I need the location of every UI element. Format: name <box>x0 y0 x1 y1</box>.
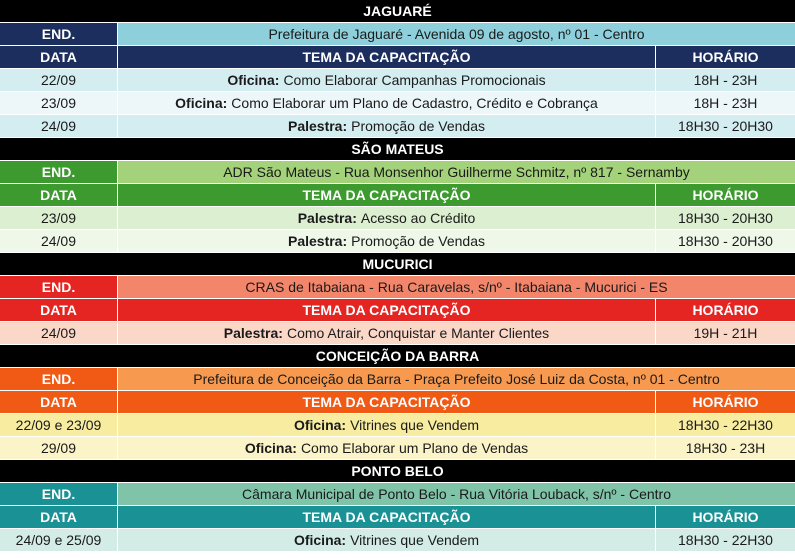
table-row <box>0 230 795 253</box>
row-type: Oficina: <box>244 440 297 456</box>
header-time: HORÁRIO <box>656 299 795 321</box>
table-row <box>0 115 795 138</box>
row-time: 18H30 - 22H30 <box>656 529 795 551</box>
address-row <box>0 161 795 184</box>
row-time: 18H30 - 20H30 <box>656 230 795 252</box>
city-name: JAGUARÉ <box>363 3 432 19</box>
row-date: 24/09 e 25/09 <box>0 529 118 551</box>
row-date: 29/09 <box>0 437 118 459</box>
city-name: SÃO MATEUS <box>351 141 444 157</box>
address-row <box>0 368 795 391</box>
header-time: HORÁRIO <box>656 391 795 413</box>
table-row <box>0 529 795 552</box>
address-value: Prefeitura de Jaguaré - Avenida 09 de agosto, nº 01 - Centro <box>118 23 795 45</box>
city-name: MUCURICI <box>362 256 433 272</box>
row-type: Palestra: <box>287 233 348 249</box>
address-label: END. <box>0 23 118 45</box>
row-type: Oficina: <box>175 95 228 111</box>
header-time: HORÁRIO <box>656 46 795 68</box>
header-date: DATA <box>0 46 118 68</box>
row-topic-text: Vitrines que Vendem <box>350 532 480 548</box>
header-topic: TEMA DA CAPACITAÇÃO <box>118 184 656 206</box>
row-topic-text: Como Elaborar um Plano de Cadastro, Crédito e Cobrança <box>231 95 598 111</box>
row-date: 24/09 <box>0 322 118 344</box>
header-topic: TEMA DA CAPACITAÇÃO <box>118 506 656 528</box>
address-value: CRAS de Itabaiana - Rua Caravelas, s/nº - Itabaiana - Mucurici - ES <box>118 276 795 298</box>
row-topic <box>118 207 656 229</box>
row-date: 22/09 e 23/09 <box>0 414 118 436</box>
header-date: DATA <box>0 506 118 528</box>
city-section <box>0 345 795 460</box>
row-type: Oficina: <box>293 417 347 433</box>
row-topic <box>118 115 656 137</box>
row-topic <box>118 69 656 91</box>
column-header-row <box>0 184 795 207</box>
table-row <box>0 92 795 115</box>
row-topic-text: Acesso ao Crédito <box>360 210 476 226</box>
address-value: Prefeitura de Conceição da Barra - Praça Prefeito José Luiz da Costa, nº 01 - Centro <box>118 368 795 390</box>
city-section <box>0 138 795 253</box>
table-row <box>0 437 795 460</box>
header-date: DATA <box>0 391 118 413</box>
city-section <box>0 0 795 138</box>
row-type: Palestra: <box>223 325 283 341</box>
city-title <box>0 460 795 483</box>
row-time: 18H - 23H <box>656 69 795 91</box>
row-type: Oficina: <box>227 72 280 88</box>
row-time: 18H30 - 23H <box>656 437 795 459</box>
header-topic: TEMA DA CAPACITAÇÃO <box>118 46 656 68</box>
city-section <box>0 460 795 552</box>
row-time: 18H - 23H <box>656 92 795 114</box>
table-row <box>0 322 795 345</box>
row-topic-text: Como Elaborar Campanhas Promocionais <box>283 72 546 88</box>
column-header-row <box>0 299 795 322</box>
city-title <box>0 253 795 276</box>
address-value: ADR São Mateus - Rua Monsenhor Guilherme Schmitz, nº 817 - Sernamby <box>118 161 795 183</box>
row-topic <box>118 230 656 252</box>
row-topic <box>118 529 656 551</box>
address-label: END. <box>0 276 118 298</box>
row-type: Palestra: <box>287 118 348 134</box>
row-topic-text: Promoção de Vendas <box>351 118 486 134</box>
row-topic-text: Como Atrair, Conquistar e Manter Clientes <box>286 325 550 341</box>
row-type: Oficina: <box>293 532 347 548</box>
row-time: 18H30 - 20H30 <box>656 207 795 229</box>
address-label: END. <box>0 483 118 505</box>
column-header-row <box>0 506 795 529</box>
row-date: 22/09 <box>0 69 118 91</box>
city-section <box>0 253 795 345</box>
row-date: 23/09 <box>0 207 118 229</box>
city-name: PONTO BELO <box>351 463 444 479</box>
address-row <box>0 276 795 299</box>
table-row <box>0 207 795 230</box>
city-title <box>0 0 795 23</box>
city-title <box>0 138 795 161</box>
header-topic: TEMA DA CAPACITAÇÃO <box>118 299 656 321</box>
address-row <box>0 23 795 46</box>
row-date: 24/09 <box>0 115 118 137</box>
row-topic <box>118 414 656 436</box>
address-label: END. <box>0 161 118 183</box>
header-date: DATA <box>0 184 118 206</box>
row-topic <box>118 322 656 344</box>
row-date: 24/09 <box>0 230 118 252</box>
table-row <box>0 69 795 92</box>
city-title <box>0 345 795 368</box>
address-row <box>0 483 795 506</box>
header-time: HORÁRIO <box>656 506 795 528</box>
row-topic-text: Vitrines que Vendem <box>350 417 480 433</box>
header-date: DATA <box>0 299 118 321</box>
address-value: Câmara Municipal de Ponto Belo - Rua Vitória Louback, s/nº - Centro <box>118 483 795 505</box>
column-header-row <box>0 46 795 69</box>
column-header-row <box>0 391 795 414</box>
row-time: 18H30 - 22H30 <box>656 414 795 436</box>
row-type: Palestra: <box>297 210 357 226</box>
row-topic <box>118 437 656 459</box>
row-time: 18H30 - 20H30 <box>656 115 795 137</box>
row-time: 19H - 21H <box>656 322 795 344</box>
row-topic-text: Como Elaborar um Plano de Vendas <box>300 440 529 456</box>
table-row <box>0 414 795 437</box>
city-name: CONCEIÇÃO DA BARRA <box>315 348 480 364</box>
header-topic: TEMA DA CAPACITAÇÃO <box>118 391 656 413</box>
header-time: HORÁRIO <box>656 184 795 206</box>
row-topic-text: Promoção de Vendas <box>351 233 486 249</box>
row-topic <box>118 92 656 114</box>
address-label: END. <box>0 368 118 390</box>
row-date: 23/09 <box>0 92 118 114</box>
